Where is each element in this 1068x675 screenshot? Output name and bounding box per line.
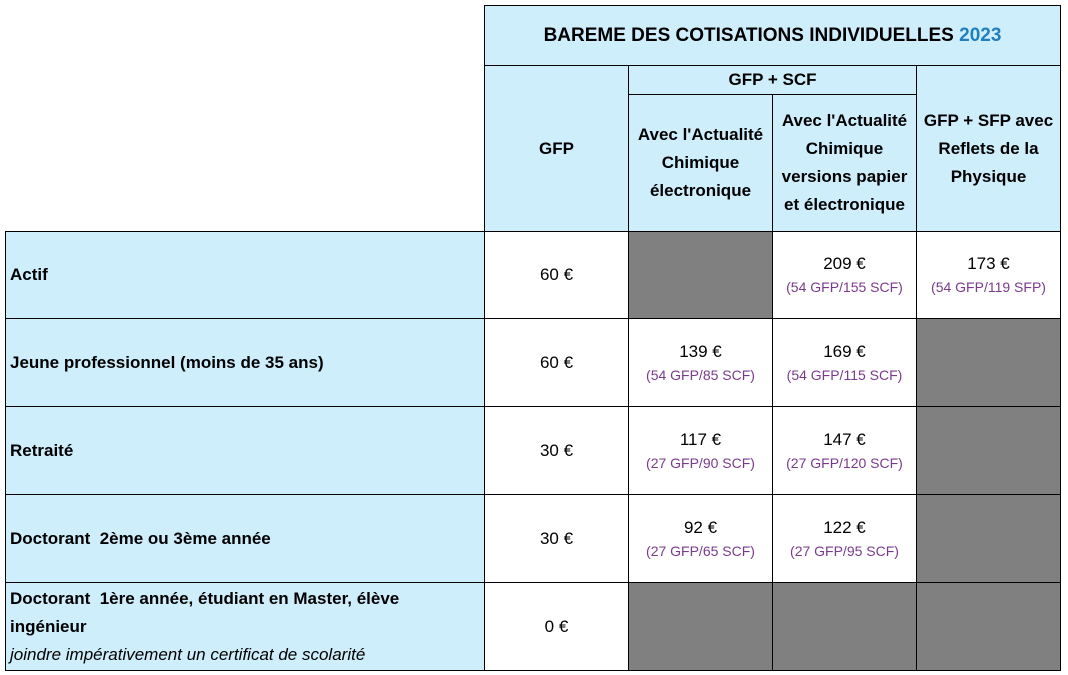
cotisations-table — [5, 5, 1061, 671]
cell-gfp: 60 € — [485, 319, 629, 407]
cell-sfp — [917, 232, 1061, 319]
row-label — [6, 407, 485, 495]
cell-unavailable — [917, 495, 1061, 583]
table-title — [485, 6, 1061, 66]
cell-amount: 92 € — [683, 517, 718, 537]
cell-detail: (27 GFP/95 SCF) — [790, 542, 899, 559]
cell-scf-paper — [773, 407, 917, 495]
table-corner — [6, 6, 485, 232]
row-label-text: Doctorant 2ème ou 3ème année — [10, 528, 271, 548]
cell-unavailable — [629, 232, 773, 319]
table-row — [6, 232, 1061, 319]
row-label — [6, 232, 485, 319]
cell-unavailable — [773, 583, 917, 671]
table-row — [6, 319, 1061, 407]
col-header-scf-paper: Avec l'Actualité Chimique versions papier et électronique — [773, 95, 917, 232]
table-row — [6, 495, 1061, 583]
cell-scf-electronic — [629, 407, 773, 495]
row-label-text: Jeune professionnel (moins de 35 ans) — [10, 352, 324, 372]
cell-detail: (27 GFP/90 SCF) — [646, 454, 755, 471]
cell-unavailable — [917, 319, 1061, 407]
cell-scf-electronic — [629, 495, 773, 583]
row-label — [6, 319, 485, 407]
cell-detail: (27 GFP/65 SCF) — [646, 542, 755, 559]
cell-scf-paper — [773, 319, 917, 407]
title-year: 2023 — [959, 24, 1002, 46]
col-group-gfp-scf: GFP + SCF — [629, 66, 917, 95]
cell-gfp: 30 € — [485, 407, 629, 495]
cell-gfp: 0 € — [485, 583, 629, 671]
cell-unavailable — [917, 407, 1061, 495]
row-label-text: Retraité — [10, 440, 74, 460]
row-label-text: Actif — [10, 265, 48, 284]
row-label — [6, 583, 485, 671]
cell-scf-paper — [773, 495, 917, 583]
cell-scf-paper — [773, 232, 917, 319]
row-label-note: joindre impérativement un certificat de scolarité — [10, 644, 366, 664]
cell-detail: (54 GFP/85 SCF) — [646, 366, 755, 383]
title-text: BAREME DES COTISATIONS INDIVIDUELLES — [543, 24, 960, 46]
row-label — [6, 495, 485, 583]
cell-amount: 173 € — [967, 254, 1010, 273]
col-header-sfp: GFP + SFP avec Reflets de la Physique — [917, 66, 1061, 232]
cell-detail: (54 GFP/155 SCF) — [786, 279, 903, 295]
cell-scf-electronic — [629, 319, 773, 407]
cell-amount: 147 € — [823, 429, 866, 449]
cell-amount: 139 € — [679, 341, 722, 361]
cell-unavailable — [917, 583, 1061, 671]
table-row — [6, 407, 1061, 495]
cell-gfp: 30 € — [485, 495, 629, 583]
cell-amount: 209 € — [823, 254, 866, 273]
cell-detail: (27 GFP/120 SCF) — [786, 454, 903, 471]
cell-gfp: 60 € — [485, 232, 629, 319]
cell-unavailable — [629, 583, 773, 671]
cell-detail: (54 GFP/119 SFP) — [931, 279, 1046, 295]
cell-amount: 122 € — [823, 517, 866, 537]
row-label-text: Doctorant 1ère année, étudiant en Master, élève ingénieur — [10, 588, 404, 636]
col-header-scf-electronic: Avec l'Actualité Chimique électronique — [629, 95, 773, 232]
col-header-gfp: GFP — [485, 66, 629, 232]
table-row — [6, 583, 1061, 671]
cell-amount: 169 € — [823, 341, 866, 361]
cell-amount: 117 € — [679, 429, 722, 449]
cell-detail: (54 GFP/115 SCF) — [786, 366, 903, 383]
